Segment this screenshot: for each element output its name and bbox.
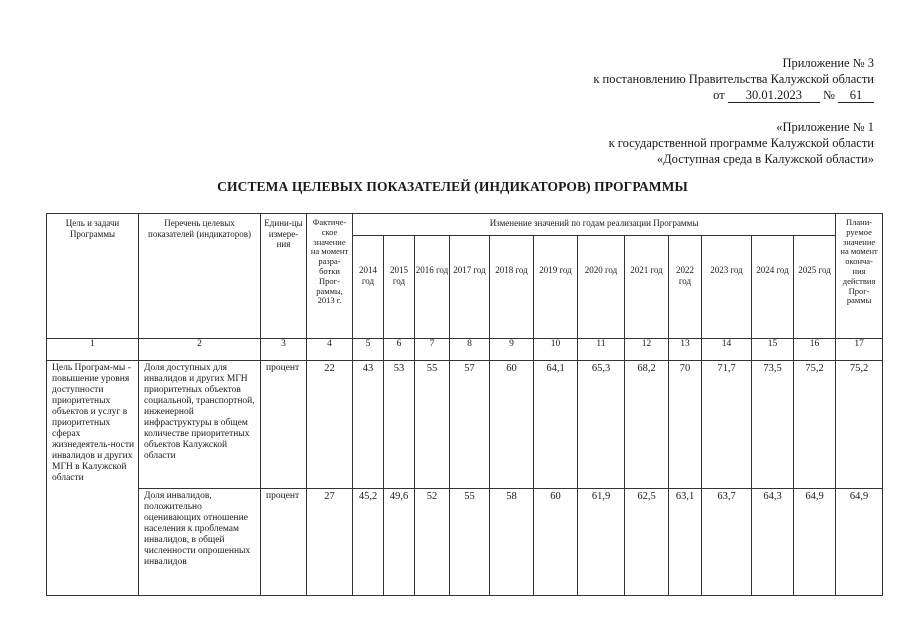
planned-value: 64,9 [836, 489, 883, 596]
year-header: 2021 год [625, 236, 669, 339]
year-value: 61,9 [578, 489, 625, 596]
unit-cell: процент [261, 489, 307, 596]
decree-line: к постановлению Правительства Калужской области [593, 72, 874, 86]
year-value: 73,5 [752, 361, 794, 489]
actual-value: 27 [307, 489, 353, 596]
year-value: 62,5 [625, 489, 669, 596]
year-header: 2019 год [534, 236, 578, 339]
planned-value-header: Плани-руемое значение на момент оконча-ния действия Прог-раммы [836, 214, 883, 339]
unit-header: Едини-цы измере-ния [261, 214, 307, 339]
decree-date: 30.01.2023 [728, 89, 820, 103]
column-number: 17 [836, 339, 883, 361]
year-value: 64,1 [534, 361, 578, 489]
indicators-header: Перечень целевых показателей (индикаторов) [139, 214, 261, 339]
year-value: 75,2 [794, 361, 836, 489]
column-number: 8 [450, 339, 490, 361]
year-value: 43 [353, 361, 384, 489]
year-value: 45,2 [353, 489, 384, 596]
indicators-table [46, 213, 883, 596]
year-header: 2014 год [353, 236, 384, 339]
year-value: 55 [415, 361, 450, 489]
column-number: 4 [307, 339, 353, 361]
year-header: 2015 год [384, 236, 415, 339]
column-number: 6 [384, 339, 415, 361]
actual-value-header: Фактиче-ское значение на момент разра-ботки Прог-раммы, 2013 г. [307, 214, 353, 339]
year-header: 2023 год [702, 236, 752, 339]
year-header: 2017 год [450, 236, 490, 339]
column-number: 7 [415, 339, 450, 361]
column-number: 13 [669, 339, 702, 361]
column-number: 2 [139, 339, 261, 361]
date-prefix: от [713, 88, 725, 102]
goal-header: Цель и задачи Программы [47, 214, 139, 339]
year-header: 2025 год [794, 236, 836, 339]
document-title: СИСТЕМА ЦЕЛЕВЫХ ПОКАЗАТЕЛЕЙ (ИНДИКАТОРОВ) ПРОГРАММЫ [217, 179, 688, 194]
actual-value: 22 [307, 361, 353, 489]
year-value: 58 [490, 489, 534, 596]
year-value: 63,1 [669, 489, 702, 596]
year-value: 53 [384, 361, 415, 489]
column-number: 5 [353, 339, 384, 361]
column-number: 16 [794, 339, 836, 361]
number-prefix: № [822, 88, 835, 102]
indicator-name: Доля инвалидов, положительно оценивающих отношение населения к проблемам инвалидов, в общей численности опрошенных инвалидов [139, 489, 261, 596]
column-number: 12 [625, 339, 669, 361]
year-value: 68,2 [625, 361, 669, 489]
year-header: 2020 год [578, 236, 625, 339]
program-line: к государственной программе Калужской области [608, 136, 874, 150]
year-value: 52 [415, 489, 450, 596]
unit-cell: процент [261, 361, 307, 489]
decree-date-line [713, 88, 874, 103]
decree-number: 61 [838, 89, 874, 103]
program-appendix-line: «Приложение № 1 [776, 120, 874, 134]
year-value: 70 [669, 361, 702, 489]
year-value: 64,9 [794, 489, 836, 596]
column-number: 10 [534, 339, 578, 361]
column-number: 1 [47, 339, 139, 361]
year-value: 60 [490, 361, 534, 489]
year-value: 57 [450, 361, 490, 489]
year-header: 2016 год [415, 236, 450, 339]
year-value: 63,7 [702, 489, 752, 596]
year-value: 64,3 [752, 489, 794, 596]
year-value: 60 [534, 489, 578, 596]
appendix-line: Приложение № 3 [782, 56, 874, 70]
column-number: 9 [490, 339, 534, 361]
year-header: 2022 год [669, 236, 702, 339]
column-number: 3 [261, 339, 307, 361]
column-number: 15 [752, 339, 794, 361]
year-header: 2024 год [752, 236, 794, 339]
year-header: 2018 год [490, 236, 534, 339]
indicator-name: Доля доступных для инвалидов и других МГН приоритетных объектов социальной, транспортной, инженерной инфраструктуры в общем количестве приоритетных объектов Калужской области [139, 361, 261, 489]
column-number: 14 [702, 339, 752, 361]
year-value: 71,7 [702, 361, 752, 489]
goal-cell: Цель Програм-мы - повышение уровня доступности приоритетных объектов и услуг в приоритетных сферах жизнедеятель-ности инвалидов и других МГН в Калужской области [47, 361, 139, 596]
year-value: 49,6 [384, 489, 415, 596]
year-value: 65,3 [578, 361, 625, 489]
program-name: «Доступная среда в Калужской области» [656, 152, 874, 166]
column-number: 11 [578, 339, 625, 361]
yearly-changes-header: Изменение значений по годам реализации Программы [353, 214, 836, 236]
year-value: 55 [450, 489, 490, 596]
planned-value: 75,2 [836, 361, 883, 489]
